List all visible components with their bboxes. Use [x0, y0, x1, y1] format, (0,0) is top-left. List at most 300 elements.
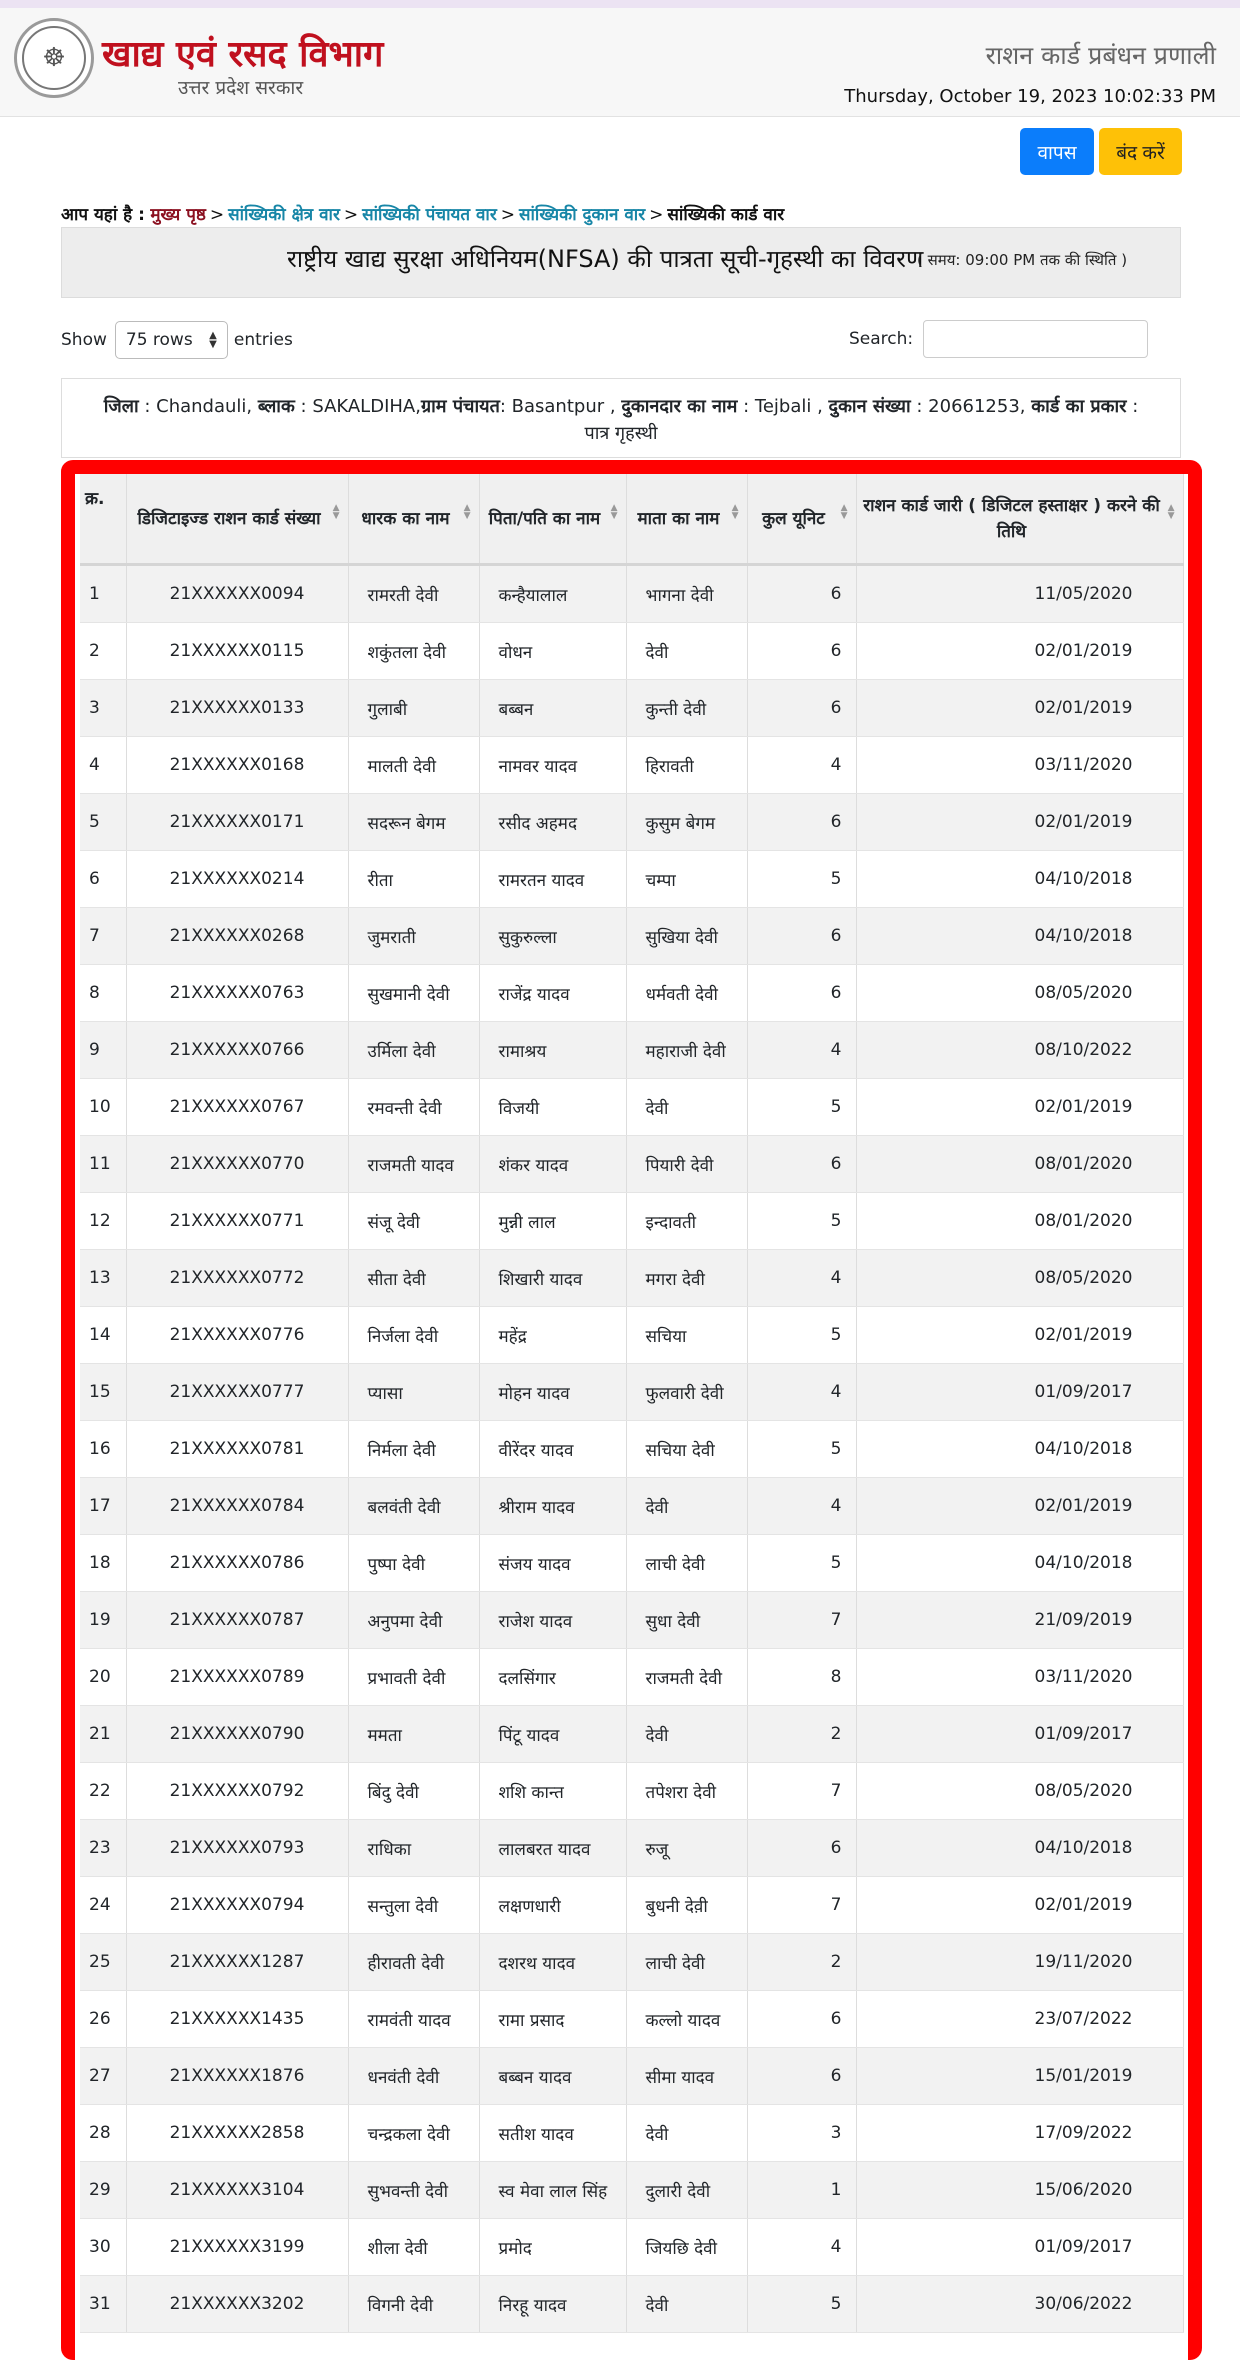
show-label: Show	[61, 330, 107, 350]
holder-name-cell: चन्द्रकला देवी	[348, 2105, 479, 2162]
mother-name-cell: हिरावती	[626, 737, 747, 794]
units-cell: 6	[747, 565, 856, 623]
serial-cell: 18	[80, 1535, 126, 1592]
table-row	[80, 2162, 1183, 2219]
serial-cell: 5	[80, 794, 126, 851]
breadcrumb-home-link[interactable]: मुख्य पृष्ठ	[150, 205, 206, 225]
district-label: जिला	[103, 396, 139, 417]
col-units-header[interactable]: कुल यूनिट ▲ ▼	[747, 474, 856, 565]
father-name-cell: स्व मेवा लाल सिंह	[479, 2162, 626, 2219]
issue-date-cell: 01/09/2017	[856, 1364, 1183, 1421]
issue-date-cell: 02/01/2019	[856, 1478, 1183, 1535]
district-value: Chandauli	[156, 396, 247, 417]
units-cell: 4	[747, 737, 856, 794]
units-cell: 6	[747, 680, 856, 737]
units-cell: 6	[747, 1991, 856, 2048]
serial-cell: 30	[80, 2219, 126, 2276]
table-row	[80, 2219, 1183, 2276]
issue-date-cell: 03/11/2020	[856, 737, 1183, 794]
units-cell: 6	[747, 623, 856, 680]
breadcrumb-shop-link[interactable]: सांख्यिकी दुकान वार	[519, 205, 646, 225]
issue-date-cell: 04/10/2018	[856, 908, 1183, 965]
sort-icon: ▲ ▼	[731, 503, 739, 521]
shop-no-value: 20661253	[928, 396, 1020, 417]
card-number-cell: 21XXXXXX3199	[126, 2219, 348, 2276]
units-cell: 5	[747, 1421, 856, 1478]
card-number-cell: 21XXXXXX0790	[126, 1706, 348, 1763]
holder-name-cell: निर्जला देवी	[348, 1307, 479, 1364]
father-name-cell: लक्षणधारी	[479, 1877, 626, 1934]
state-emblem-logo	[14, 18, 94, 98]
card-number-cell: 21XXXXXX1876	[126, 2048, 348, 2105]
table-row	[80, 1478, 1183, 1535]
units-cell: 1	[747, 2162, 856, 2219]
issue-date-cell: 08/10/2022	[856, 1022, 1183, 1079]
card-number-cell: 21XXXXXX0786	[126, 1535, 348, 1592]
card-number-cell: 21XXXXXX0168	[126, 737, 348, 794]
table-row	[80, 1934, 1183, 1991]
serial-cell: 6	[80, 851, 126, 908]
holder-name-cell: सीता देवी	[348, 1250, 479, 1307]
card-number-cell: 21XXXXXX2858	[126, 2105, 348, 2162]
serial-cell: 28	[80, 2105, 126, 2162]
units-cell: 2	[747, 1706, 856, 1763]
sort-icon: ▲ ▼	[463, 503, 471, 521]
card-number-cell: 21XXXXXX0781	[126, 1421, 348, 1478]
system-title: राशन कार्ड प्रबंधन प्रणाली	[985, 41, 1216, 70]
sort-icon: ▲ ▼	[610, 503, 618, 521]
father-name-cell: संजय यादव	[479, 1535, 626, 1592]
father-name-cell: सुकुरुल्ला	[479, 908, 626, 965]
card-number-cell: 21XXXXXX0772	[126, 1250, 348, 1307]
card-number-cell: 21XXXXXX0268	[126, 908, 348, 965]
table-row	[80, 565, 1183, 623]
father-name-cell: रसीद अहमद	[479, 794, 626, 851]
table-header-row	[80, 474, 1183, 565]
table-row	[80, 1649, 1183, 1706]
table-row	[80, 1991, 1183, 2048]
emblem-icon: ☸	[22, 26, 86, 90]
holder-name-cell: अनुपमा देवी	[348, 1592, 479, 1649]
issue-date-cell: 15/01/2019	[856, 2048, 1183, 2105]
breadcrumb-current: सांख्यिकी कार्ड वार	[667, 205, 785, 225]
issue-date-cell: 02/01/2019	[856, 1877, 1183, 1934]
holder-name-cell: विगनी देवी	[348, 2276, 479, 2333]
father-name-cell: वीरेंदर यादव	[479, 1421, 626, 1478]
serial-cell: 3	[80, 680, 126, 737]
table-row	[80, 1877, 1183, 1934]
table-row	[80, 1136, 1183, 1193]
mother-name-cell: देवी	[626, 1478, 747, 1535]
table-row	[80, 851, 1183, 908]
father-name-cell: पिंटू यादव	[479, 1706, 626, 1763]
units-cell: 5	[747, 851, 856, 908]
page-title-box	[61, 227, 1181, 298]
mother-name-cell: सीमा यादव	[626, 2048, 747, 2105]
issue-date-cell: 04/10/2018	[856, 1421, 1183, 1478]
mother-name-cell: सुधा देवी	[626, 1592, 747, 1649]
holder-name-cell: सुभवन्ती देवी	[348, 2162, 479, 2219]
units-cell: 6	[747, 908, 856, 965]
father-name-cell: रामा प्रसाद	[479, 1991, 626, 2048]
issue-date-cell: 02/01/2019	[856, 1307, 1183, 1364]
table-row	[80, 1193, 1183, 1250]
back-button[interactable]: वापस	[1020, 128, 1094, 175]
site-header	[0, 8, 1240, 117]
units-cell: 6	[747, 794, 856, 851]
issue-date-cell: 01/09/2017	[856, 2219, 1183, 2276]
holder-name-cell: बिंदु देवी	[348, 1763, 479, 1820]
card-number-cell: 21XXXXXX0214	[126, 851, 348, 908]
father-name-cell: विजयी	[479, 1079, 626, 1136]
card-number-cell: 21XXXXXX0770	[126, 1136, 348, 1193]
table-row	[80, 794, 1183, 851]
father-name-cell: लालबरत यादव	[479, 1820, 626, 1877]
location-info: जिला : Chandauli, ब्लाक : SAKALDIHA,ग्राम पंचायत: Basantpur , दुकानदार का नाम : Tejbali , दुकान संख्या : 20661253, कार्ड का प्रकार : पात्र गृहस्थी	[61, 378, 1181, 458]
mother-name-cell: जियछि देवी	[626, 2219, 747, 2276]
card-number-cell: 21XXXXXX0789	[126, 1649, 348, 1706]
current-datetime: Thursday, October 19, 2023 10:02:33 PM	[844, 86, 1216, 107]
units-cell: 5	[747, 1079, 856, 1136]
top-strip	[0, 0, 1240, 8]
card-number-cell: 21XXXXXX0794	[126, 1877, 348, 1934]
issue-date-cell: 03/11/2020	[856, 1649, 1183, 1706]
rows-select-value: 75 rows	[125, 330, 193, 350]
father-name-cell: रामरतन यादव	[479, 851, 626, 908]
table-row	[80, 680, 1183, 737]
holder-name-cell: सुखमानी देवी	[348, 965, 479, 1022]
units-cell: 4	[747, 1478, 856, 1535]
mother-name-cell: सचिया देवी	[626, 1421, 747, 1478]
holder-name-cell: ममता	[348, 1706, 479, 1763]
holder-name-cell: रीता	[348, 851, 479, 908]
col-card-no-header[interactable]: डिजिटाइज्ड राशन कार्ड संख्या ▲ ▼	[126, 474, 348, 565]
card-number-cell: 21XXXXXX1435	[126, 1991, 348, 2048]
status-time: ( समय: 09:00 PM तक की स्थिति )	[917, 251, 1128, 269]
mother-name-cell: भागना देवी	[626, 565, 747, 623]
page-title: राष्ट्रीय खाद्य सुरक्षा अधिनियम(NFSA) की पात्रता सूची-गृहस्थी का विवरण	[287, 245, 924, 273]
mother-name-cell: इन्दावती	[626, 1193, 747, 1250]
dealer-label: दुकानदार का नाम	[621, 396, 738, 417]
dealer-value: Tejbali	[754, 396, 812, 417]
issue-date-cell: 11/05/2020	[856, 565, 1183, 623]
father-name-cell: कन्हैयालाल	[479, 565, 626, 623]
col-holder-header[interactable]: धारक का नाम ▲ ▼	[348, 474, 479, 565]
units-cell: 5	[747, 1535, 856, 1592]
table-row	[80, 1592, 1183, 1649]
issue-date-cell: 01/09/2017	[856, 1706, 1183, 1763]
table-row	[80, 1820, 1183, 1877]
mother-name-cell: लाची देवी	[626, 1535, 747, 1592]
holder-name-cell: प्रभावती देवी	[348, 1649, 479, 1706]
units-cell: 7	[747, 1763, 856, 1820]
card-number-cell: 21XXXXXX0776	[126, 1307, 348, 1364]
serial-cell: 26	[80, 1991, 126, 2048]
card-number-cell: 21XXXXXX0771	[126, 1193, 348, 1250]
father-name-cell: महेंद्र	[479, 1307, 626, 1364]
close-button[interactable]: बंद करें	[1099, 128, 1182, 175]
issue-date-cell: 08/05/2020	[856, 965, 1183, 1022]
card-number-cell: 21XXXXXX0171	[126, 794, 348, 851]
units-cell: 4	[747, 1364, 856, 1421]
holder-name-cell: जुमराती	[348, 908, 479, 965]
search-control	[849, 320, 1148, 358]
father-name-cell: राजेश यादव	[479, 1592, 626, 1649]
mother-name-cell: चम्पा	[626, 851, 747, 908]
holder-name-cell: सन्तुला देवी	[348, 1877, 479, 1934]
mother-name-cell: देवी	[626, 2105, 747, 2162]
card-number-cell: 21XXXXXX0767	[126, 1079, 348, 1136]
units-cell: 3	[747, 2105, 856, 2162]
units-cell: 6	[747, 1820, 856, 1877]
search-input[interactable]	[923, 320, 1148, 358]
rows-select[interactable]	[115, 321, 228, 359]
search-label: Search:	[849, 329, 914, 349]
serial-cell: 20	[80, 1649, 126, 1706]
serial-cell: 9	[80, 1022, 126, 1079]
mother-name-cell: रुजू	[626, 1820, 747, 1877]
table-row	[80, 1421, 1183, 1478]
father-name-cell: दशरथ यादव	[479, 1934, 626, 1991]
table-row	[80, 1763, 1183, 1820]
table-row	[80, 1364, 1183, 1421]
breadcrumb-panchayat-link[interactable]: सांख्यिकी पंचायत वार	[362, 205, 497, 225]
ration-card-table	[80, 474, 1184, 2333]
issue-date-cell: 02/01/2019	[856, 623, 1183, 680]
father-name-cell: बब्बन यादव	[479, 2048, 626, 2105]
block-value: SAKALDIHA	[312, 396, 416, 417]
serial-cell: 11	[80, 1136, 126, 1193]
breadcrumb-prefix: आप यहां है :	[61, 205, 145, 225]
card-number-cell: 21XXXXXX0094	[126, 565, 348, 623]
issue-date-cell: 17/09/2022	[856, 2105, 1183, 2162]
mother-name-cell: महाराजी देवी	[626, 1022, 747, 1079]
father-name-cell: निरहू यादव	[479, 2276, 626, 2333]
holder-name-cell: गुलाबी	[348, 680, 479, 737]
select-arrows-icon: ▲ ▼	[209, 330, 217, 350]
issue-date-cell: 04/10/2018	[856, 1535, 1183, 1592]
serial-cell: 14	[80, 1307, 126, 1364]
card-number-cell: 21XXXXXX0777	[126, 1364, 348, 1421]
mother-name-cell: पियारी देवी	[626, 1136, 747, 1193]
col-issue-date-header[interactable]: राशन कार्ड जारी ( डिजिटल हस्ताक्षर ) करने की तिथि ▲ ▼	[856, 474, 1183, 565]
serial-cell: 16	[80, 1421, 126, 1478]
serial-cell: 23	[80, 1820, 126, 1877]
serial-cell: 31	[80, 2276, 126, 2333]
card-number-cell: 21XXXXXX0784	[126, 1478, 348, 1535]
father-name-cell: नामवर यादव	[479, 737, 626, 794]
issue-date-cell: 08/01/2020	[856, 1136, 1183, 1193]
mother-name-cell: लाची देवी	[626, 1934, 747, 1991]
mother-name-cell: देवी	[626, 623, 747, 680]
holder-name-cell: पुष्पा देवी	[348, 1535, 479, 1592]
holder-name-cell: सदरून बेगम	[348, 794, 479, 851]
holder-name-cell: प्यासा	[348, 1364, 479, 1421]
card-number-cell: 21XXXXXX0133	[126, 680, 348, 737]
serial-cell: 8	[80, 965, 126, 1022]
father-name-cell: वोधन	[479, 623, 626, 680]
holder-name-cell: संजू देवी	[348, 1193, 479, 1250]
holder-name-cell: राजमती यादव	[348, 1136, 479, 1193]
units-cell: 4	[747, 1250, 856, 1307]
holder-name-cell: निर्मला देवी	[348, 1421, 479, 1478]
holder-name-cell: रमवन्ती देवी	[348, 1079, 479, 1136]
holder-name-cell: मालती देवी	[348, 737, 479, 794]
mother-name-cell: दुलारी देवी	[626, 2162, 747, 2219]
sort-icon: ▲ ▼	[1167, 503, 1175, 521]
mother-name-cell: सचिया	[626, 1307, 747, 1364]
card-type-value: पात्र गृहस्थी	[584, 423, 658, 444]
mother-name-cell: कुसुम बेगम	[626, 794, 747, 851]
issue-date-cell: 30/06/2022	[856, 2276, 1183, 2333]
father-name-cell: शशि कान्त	[479, 1763, 626, 1820]
table-row	[80, 1250, 1183, 1307]
serial-cell: 2	[80, 623, 126, 680]
issue-date-cell: 21/09/2019	[856, 1592, 1183, 1649]
issue-date-cell: 19/11/2020	[856, 1934, 1183, 1991]
mother-name-cell: देवी	[626, 1079, 747, 1136]
department-title: खाद्य एवं रसद विभाग	[102, 33, 384, 75]
father-name-cell: रामाश्रय	[479, 1022, 626, 1079]
card-type-label: कार्ड का प्रकार	[1031, 396, 1127, 417]
units-cell: 6	[747, 2048, 856, 2105]
issue-date-cell: 02/01/2019	[856, 794, 1183, 851]
holder-name-cell: बलवंती देवी	[348, 1478, 479, 1535]
table-row	[80, 965, 1183, 1022]
mother-name-cell: धर्मवती देवी	[626, 965, 747, 1022]
serial-cell: 15	[80, 1364, 126, 1421]
father-name-cell: बब्बन	[479, 680, 626, 737]
table-row	[80, 1706, 1183, 1763]
father-name-cell: सतीश यादव	[479, 2105, 626, 2162]
father-name-cell: प्रमोद	[479, 2219, 626, 2276]
units-cell: 6	[747, 1136, 856, 1193]
father-name-cell: राजेंद्र यादव	[479, 965, 626, 1022]
mother-name-cell: कल्लो यादव	[626, 1991, 747, 2048]
serial-cell: 27	[80, 2048, 126, 2105]
father-name-cell: मोहन यादव	[479, 1364, 626, 1421]
mother-name-cell: बुधनी देव़ी	[626, 1877, 747, 1934]
table-row	[80, 2048, 1183, 2105]
units-cell: 2	[747, 1934, 856, 1991]
serial-cell: 25	[80, 1934, 126, 1991]
table-row	[80, 1079, 1183, 1136]
issue-date-cell: 04/10/2018	[856, 851, 1183, 908]
mother-name-cell: सुखिया देवी	[626, 908, 747, 965]
state-subtitle: उत्तर प्रदेश सरकार	[178, 77, 304, 99]
mother-name-cell: तपेशरा देवी	[626, 1763, 747, 1820]
table-row	[80, 2276, 1183, 2333]
mother-name-cell: देवी	[626, 2276, 747, 2333]
serial-cell: 29	[80, 2162, 126, 2219]
panchayat-label: ग्राम पंचायत	[420, 396, 500, 417]
father-name-cell: शिखारी यादव	[479, 1250, 626, 1307]
panchayat-value: Basantpur	[511, 396, 605, 417]
mother-name-cell: राजमती देवी	[626, 1649, 747, 1706]
card-number-cell: 21XXXXXX0115	[126, 623, 348, 680]
units-cell: 7	[747, 1877, 856, 1934]
table-row	[80, 908, 1183, 965]
units-cell: 4	[747, 1022, 856, 1079]
units-cell: 5	[747, 1307, 856, 1364]
mother-name-cell: देवी	[626, 1706, 747, 1763]
card-number-cell: 21XXXXXX0763	[126, 965, 348, 1022]
issue-date-cell: 02/01/2019	[856, 1079, 1183, 1136]
breadcrumb-area-link[interactable]: सांख्यिकी क्षेत्र वार	[228, 205, 340, 225]
issue-date-cell: 15/06/2020	[856, 2162, 1183, 2219]
serial-cell: 24	[80, 1877, 126, 1934]
father-name-cell: दलसिंगार	[479, 1649, 626, 1706]
mother-name-cell: मगरा देवी	[626, 1250, 747, 1307]
serial-cell: 22	[80, 1763, 126, 1820]
card-number-cell: 21XXXXXX3202	[126, 2276, 348, 2333]
table-row	[80, 737, 1183, 794]
units-cell: 6	[747, 965, 856, 1022]
table-row	[80, 623, 1183, 680]
block-label: ब्लाक	[257, 396, 295, 417]
father-name-cell: शंकर यादव	[479, 1136, 626, 1193]
serial-cell: 1	[80, 565, 126, 623]
sort-icon: ▲ ▼	[332, 503, 340, 521]
father-name-cell: मुन्नी लाल	[479, 1193, 626, 1250]
holder-name-cell: हीरावती देवी	[348, 1934, 479, 1991]
units-cell: 4	[747, 2219, 856, 2276]
entries-label: entries	[233, 330, 293, 350]
card-number-cell: 21XXXXXX0792	[126, 1763, 348, 1820]
mother-name-cell: फुलवारी देवी	[626, 1364, 747, 1421]
holder-name-cell: राधिका	[348, 1820, 479, 1877]
card-number-cell: 21XXXXXX0793	[126, 1820, 348, 1877]
serial-cell: 10	[80, 1079, 126, 1136]
page-length-control	[61, 321, 293, 359]
serial-cell: 4	[80, 737, 126, 794]
father-name-cell: श्रीराम यादव	[479, 1478, 626, 1535]
serial-cell: 7	[80, 908, 126, 965]
sort-icon: ▲ ▼	[840, 503, 848, 521]
issue-date-cell: 08/01/2020	[856, 1193, 1183, 1250]
units-cell: 5	[747, 1193, 856, 1250]
table-row	[80, 1307, 1183, 1364]
issue-date-cell: 08/05/2020	[856, 1250, 1183, 1307]
card-number-cell: 21XXXXXX1287	[126, 1934, 348, 1991]
units-cell: 8	[747, 1649, 856, 1706]
serial-cell: 13	[80, 1250, 126, 1307]
col-father-header[interactable]: पिता/पति का नाम ▲ ▼	[479, 474, 626, 565]
issue-date-cell: 04/10/2018	[856, 1820, 1183, 1877]
serial-cell: 21	[80, 1706, 126, 1763]
card-number-cell: 21XXXXXX3104	[126, 2162, 348, 2219]
holder-name-cell: उर्मिला देवी	[348, 1022, 479, 1079]
col-serial-header[interactable]: क्र.	[80, 474, 126, 565]
units-cell: 5	[747, 2276, 856, 2333]
table-row	[80, 2105, 1183, 2162]
serial-cell: 17	[80, 1478, 126, 1535]
breadcrumb: आप यहां है : मुख्य पृष्ठ > सांख्यिकी क्षेत्र वार > सांख्यिकी पंचायत वार > सांख्यिकी दुकान वार > सांख्यिकी कार्ड वार	[61, 205, 785, 225]
table-row	[80, 1535, 1183, 1592]
holder-name-cell: शकुंतला देवी	[348, 623, 479, 680]
issue-date-cell: 08/05/2020	[856, 1763, 1183, 1820]
card-number-cell: 21XXXXXX0766	[126, 1022, 348, 1079]
holder-name-cell: धनवंती देवी	[348, 2048, 479, 2105]
col-mother-header[interactable]: माता का नाम ▲ ▼	[626, 474, 747, 565]
issue-date-cell: 02/01/2019	[856, 680, 1183, 737]
card-number-cell: 21XXXXXX0787	[126, 1592, 348, 1649]
units-cell: 7	[747, 1592, 856, 1649]
table-row	[80, 1022, 1183, 1079]
shop-no-label: दुकान संख्या	[828, 396, 911, 417]
holder-name-cell: रामवंती यादव	[348, 1991, 479, 2048]
issue-date-cell: 23/07/2022	[856, 1991, 1183, 2048]
